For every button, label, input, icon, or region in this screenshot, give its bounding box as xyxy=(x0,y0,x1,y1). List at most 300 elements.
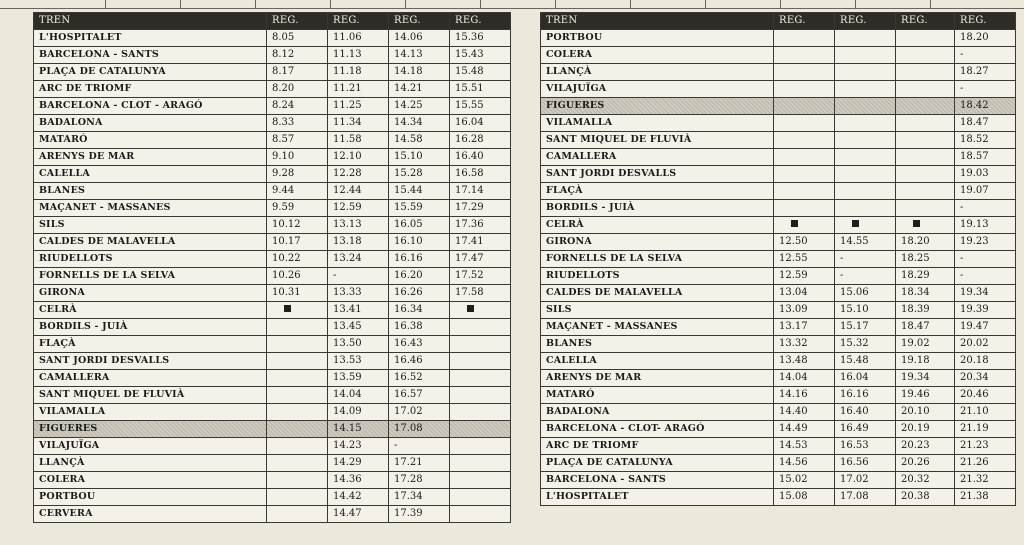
table-row xyxy=(34,132,511,149)
table-row xyxy=(541,438,1016,455)
departure-time: 17.36 xyxy=(450,217,511,234)
departure-time xyxy=(896,183,955,200)
table-row xyxy=(541,302,1016,319)
no-stop-cell xyxy=(267,302,328,319)
departure-time: 13.18 xyxy=(328,234,389,251)
no-stop-cell xyxy=(450,302,511,319)
departure-time xyxy=(267,370,328,387)
departure-time: 12.59 xyxy=(774,268,835,285)
no-stop-square-icon xyxy=(913,220,920,227)
station-name: BADALONA xyxy=(34,115,267,132)
table-row xyxy=(34,149,511,166)
departure-time: 17.08 xyxy=(389,421,450,438)
departure-time: 16.52 xyxy=(389,370,450,387)
departure-time: - xyxy=(955,200,1016,217)
departure-time xyxy=(450,404,511,421)
departure-time: 8.12 xyxy=(267,47,328,64)
departure-time: 10.17 xyxy=(267,234,328,251)
departure-time: 14.23 xyxy=(328,438,389,455)
departure-time: - xyxy=(955,81,1016,98)
table-row xyxy=(541,30,1016,47)
departure-time: 13.17 xyxy=(774,319,835,336)
departure-time xyxy=(774,149,835,166)
station-name: ARENYS DE MAR xyxy=(541,370,774,387)
no-stop-cell xyxy=(835,217,896,234)
departure-time xyxy=(835,64,896,81)
departure-time: 14.47 xyxy=(328,506,389,523)
table-row xyxy=(34,489,511,506)
departure-time: 13.45 xyxy=(328,319,389,336)
departure-time: 19.46 xyxy=(896,387,955,404)
departure-time: 20.19 xyxy=(896,421,955,438)
departure-time: 16.04 xyxy=(835,370,896,387)
departure-time: 17.41 xyxy=(450,234,511,251)
departure-time: 20.34 xyxy=(955,370,1016,387)
departure-time xyxy=(450,353,511,370)
departure-time: 8.20 xyxy=(267,81,328,98)
departure-time xyxy=(835,183,896,200)
departure-time xyxy=(896,166,955,183)
departure-time xyxy=(450,455,511,472)
departure-time: 19.47 xyxy=(955,319,1016,336)
departure-time xyxy=(835,98,896,115)
departure-time: 15.06 xyxy=(835,285,896,302)
departure-time xyxy=(267,489,328,506)
table-row xyxy=(34,47,511,64)
column-header-reg-4: REG. xyxy=(450,13,511,30)
departure-time xyxy=(267,421,328,438)
departure-time: - xyxy=(835,251,896,268)
header-row xyxy=(34,13,511,30)
departure-time: 18.47 xyxy=(896,319,955,336)
departure-time xyxy=(267,506,328,523)
table-row xyxy=(34,404,511,421)
station-name: ARENYS DE MAR xyxy=(34,149,267,166)
station-name: CAMALLERA xyxy=(541,149,774,166)
departure-time xyxy=(896,81,955,98)
departure-time: 14.34 xyxy=(389,115,450,132)
departure-time xyxy=(450,438,511,455)
departure-time: 14.29 xyxy=(328,455,389,472)
table-row xyxy=(34,421,511,438)
departure-time: 18.47 xyxy=(955,115,1016,132)
table-row xyxy=(541,285,1016,302)
station-name: SANT JORDI DESVALLS xyxy=(541,166,774,183)
departure-time: 13.32 xyxy=(774,336,835,353)
departure-time: 19.34 xyxy=(955,285,1016,302)
departure-time: 17.47 xyxy=(450,251,511,268)
departure-time: 17.58 xyxy=(450,285,511,302)
departure-time xyxy=(267,404,328,421)
departure-time xyxy=(835,132,896,149)
departure-time: 17.02 xyxy=(389,404,450,421)
departure-time xyxy=(774,98,835,115)
departure-time: - xyxy=(835,268,896,285)
departure-time: 13.33 xyxy=(328,285,389,302)
departure-time: 14.56 xyxy=(774,455,835,472)
no-stop-square-icon xyxy=(852,220,859,227)
departure-time: 8.57 xyxy=(267,132,328,149)
departure-time: 14.58 xyxy=(389,132,450,149)
table-row xyxy=(541,472,1016,489)
departure-time: 17.29 xyxy=(450,200,511,217)
no-stop-cell xyxy=(896,217,955,234)
table-row xyxy=(541,268,1016,285)
departure-time: 14.49 xyxy=(774,421,835,438)
station-name: VILAJUÏGA xyxy=(34,438,267,455)
header-row xyxy=(541,13,1016,30)
departure-time: 16.26 xyxy=(389,285,450,302)
station-name: FIGUERES xyxy=(541,98,774,115)
departure-time: 18.20 xyxy=(955,30,1016,47)
station-name: SANT MIQUEL DE FLUVIÀ xyxy=(541,132,774,149)
table-row xyxy=(34,81,511,98)
table-row xyxy=(541,234,1016,251)
station-name: FLAÇÀ xyxy=(34,336,267,353)
departure-time xyxy=(450,370,511,387)
column-header-reg-1: REG. xyxy=(774,13,835,30)
departure-time: 20.02 xyxy=(955,336,1016,353)
station-name: CAMALLERA xyxy=(34,370,267,387)
station-name: ARC DE TRIOMF xyxy=(541,438,774,455)
table-row xyxy=(541,149,1016,166)
departure-time: 18.27 xyxy=(955,64,1016,81)
departure-time: 16.43 xyxy=(389,336,450,353)
departure-time: 14.25 xyxy=(389,98,450,115)
departure-time: 16.40 xyxy=(835,404,896,421)
departure-time: 16.28 xyxy=(450,132,511,149)
departure-time xyxy=(267,319,328,336)
departure-time xyxy=(267,353,328,370)
departure-time: 15.59 xyxy=(389,200,450,217)
departure-time: 13.59 xyxy=(328,370,389,387)
departure-time: 20.46 xyxy=(955,387,1016,404)
departure-time: 21.26 xyxy=(955,455,1016,472)
table-row xyxy=(34,234,511,251)
station-name: SILS xyxy=(541,302,774,319)
departure-time: 16.53 xyxy=(835,438,896,455)
departure-time: 15.48 xyxy=(835,353,896,370)
departure-time: 14.13 xyxy=(389,47,450,64)
departure-time: 16.20 xyxy=(389,268,450,285)
station-name: BORDILS - JUIÀ xyxy=(34,319,267,336)
departure-time xyxy=(450,336,511,353)
column-header-reg-2: REG. xyxy=(328,13,389,30)
departure-time: 12.50 xyxy=(774,234,835,251)
table-row xyxy=(34,64,511,81)
station-name: VILAJUÏGA xyxy=(541,81,774,98)
departure-time: 15.28 xyxy=(389,166,450,183)
table-row xyxy=(541,387,1016,404)
departure-time xyxy=(450,489,511,506)
table-row xyxy=(34,387,511,404)
departure-time xyxy=(450,421,511,438)
station-name: MAÇANET - MASSANES xyxy=(541,319,774,336)
table-row xyxy=(541,336,1016,353)
departure-time: 19.02 xyxy=(896,336,955,353)
departure-time xyxy=(896,132,955,149)
departure-time: 13.24 xyxy=(328,251,389,268)
departure-time: 10.12 xyxy=(267,217,328,234)
station-name: VILAMALLA xyxy=(541,115,774,132)
table-row xyxy=(541,183,1016,200)
departure-time xyxy=(774,47,835,64)
departure-time: 20.38 xyxy=(896,489,955,506)
departure-time: 12.28 xyxy=(328,166,389,183)
departure-time: 20.26 xyxy=(896,455,955,472)
departure-time: 11.13 xyxy=(328,47,389,64)
departure-time xyxy=(774,30,835,47)
departure-time: 16.10 xyxy=(389,234,450,251)
departure-time: 16.58 xyxy=(450,166,511,183)
departure-time: 15.44 xyxy=(389,183,450,200)
departure-time: 16.46 xyxy=(389,353,450,370)
departure-time: 12.55 xyxy=(774,251,835,268)
station-name: PLAÇA DE CATALUNYA xyxy=(541,455,774,472)
table-row xyxy=(34,336,511,353)
station-name: FORNELLS DE LA SELVA xyxy=(34,268,267,285)
departure-time: 14.18 xyxy=(389,64,450,81)
departure-time xyxy=(774,166,835,183)
departure-time: 19.13 xyxy=(955,217,1016,234)
departure-time: 13.09 xyxy=(774,302,835,319)
departure-time: 12.10 xyxy=(328,149,389,166)
departure-time xyxy=(267,387,328,404)
station-name: BARCELONA - SANTS xyxy=(34,47,267,64)
departure-time xyxy=(835,166,896,183)
departure-time: 14.09 xyxy=(328,404,389,421)
departure-time xyxy=(267,472,328,489)
table-row xyxy=(34,506,511,523)
departure-time: 19.07 xyxy=(955,183,1016,200)
station-name: BLANES xyxy=(541,336,774,353)
departure-time xyxy=(774,200,835,217)
station-name: ARC DE TRIOMF xyxy=(34,81,267,98)
station-name: COLERA xyxy=(541,47,774,64)
departure-time: 18.39 xyxy=(896,302,955,319)
departure-time xyxy=(896,98,955,115)
table-row xyxy=(541,166,1016,183)
table-row xyxy=(34,438,511,455)
departure-time: 11.21 xyxy=(328,81,389,98)
departure-time: 21.23 xyxy=(955,438,1016,455)
station-name: BORDILS - JUIÀ xyxy=(541,200,774,217)
departure-time: 19.23 xyxy=(955,234,1016,251)
top-rule xyxy=(0,0,1024,9)
departure-time: 8.05 xyxy=(267,30,328,47)
departure-time: - xyxy=(955,47,1016,64)
departure-time: 11.06 xyxy=(328,30,389,47)
station-name: GIRONA xyxy=(34,285,267,302)
departure-time xyxy=(774,115,835,132)
table-row xyxy=(34,285,511,302)
station-name: RIUDELLOTS xyxy=(34,251,267,268)
departure-time: 18.25 xyxy=(896,251,955,268)
table-row xyxy=(541,115,1016,132)
departure-time: 13.53 xyxy=(328,353,389,370)
departure-time: 11.18 xyxy=(328,64,389,81)
table-row xyxy=(541,251,1016,268)
departure-time: 13.50 xyxy=(328,336,389,353)
station-name: BARCELONA - CLOT - ARAGÓ xyxy=(34,98,267,115)
departure-time: 16.38 xyxy=(389,319,450,336)
station-name: L'HOSPITALET xyxy=(541,489,774,506)
departure-time xyxy=(450,387,511,404)
departure-time: 14.04 xyxy=(328,387,389,404)
departure-time xyxy=(835,47,896,64)
departure-time: 9.59 xyxy=(267,200,328,217)
table-row xyxy=(34,353,511,370)
table-row xyxy=(541,489,1016,506)
departure-time: 21.19 xyxy=(955,421,1016,438)
table-row xyxy=(34,98,511,115)
departure-time: 17.52 xyxy=(450,268,511,285)
departure-time: 14.40 xyxy=(774,404,835,421)
station-name: PORTBOU xyxy=(541,30,774,47)
departure-time xyxy=(896,149,955,166)
departure-time: 14.36 xyxy=(328,472,389,489)
departure-time: 15.17 xyxy=(835,319,896,336)
station-name: BARCELONA - CLOT- ARAGÓ xyxy=(541,421,774,438)
column-header-reg-4: REG. xyxy=(955,13,1016,30)
table-row xyxy=(541,455,1016,472)
departure-time: 18.29 xyxy=(896,268,955,285)
departure-time: 17.34 xyxy=(389,489,450,506)
departure-time xyxy=(896,200,955,217)
departure-time: 19.03 xyxy=(955,166,1016,183)
table-row xyxy=(34,217,511,234)
departure-time: 18.52 xyxy=(955,132,1016,149)
departure-time xyxy=(896,30,955,47)
table-row xyxy=(541,200,1016,217)
departure-time xyxy=(896,64,955,81)
departure-time xyxy=(774,183,835,200)
station-name: SANT JORDI DESVALLS xyxy=(34,353,267,370)
departure-time: 19.39 xyxy=(955,302,1016,319)
table-row xyxy=(34,302,511,319)
table-row xyxy=(34,166,511,183)
no-stop-square-icon xyxy=(284,305,291,312)
departure-time: 13.41 xyxy=(328,302,389,319)
no-stop-cell xyxy=(774,217,835,234)
departure-time xyxy=(450,472,511,489)
departure-time xyxy=(835,30,896,47)
station-name: GIRONA xyxy=(541,234,774,251)
departure-time: 15.08 xyxy=(774,489,835,506)
departure-time xyxy=(450,319,511,336)
departure-time xyxy=(774,81,835,98)
departure-time: 16.04 xyxy=(450,115,511,132)
station-name: CALDES DE MALAVELLA xyxy=(34,234,267,251)
station-name: MAÇANET - MASSANES xyxy=(34,200,267,217)
station-name: LLANÇÀ xyxy=(541,64,774,81)
station-name: BARCELONA - SANTS xyxy=(541,472,774,489)
departure-time: 20.32 xyxy=(896,472,955,489)
no-stop-square-icon xyxy=(791,220,798,227)
departure-time: 10.22 xyxy=(267,251,328,268)
departure-time: 14.04 xyxy=(774,370,835,387)
station-name: MATARÓ xyxy=(541,387,774,404)
departure-time: 16.56 xyxy=(835,455,896,472)
table-row xyxy=(541,370,1016,387)
departure-time: 8.24 xyxy=(267,98,328,115)
table-row xyxy=(34,251,511,268)
table-row xyxy=(34,455,511,472)
no-stop-square-icon xyxy=(467,305,474,312)
table-row xyxy=(34,319,511,336)
departure-time: 21.10 xyxy=(955,404,1016,421)
table-row xyxy=(34,472,511,489)
departure-time xyxy=(835,81,896,98)
departure-time: 16.49 xyxy=(835,421,896,438)
station-name: LLANÇÀ xyxy=(34,455,267,472)
departure-time: 15.02 xyxy=(774,472,835,489)
departure-time: 16.16 xyxy=(835,387,896,404)
departure-time: 17.14 xyxy=(450,183,511,200)
timetable-outbound xyxy=(33,12,511,523)
departure-time: 9.10 xyxy=(267,149,328,166)
table-row xyxy=(541,64,1016,81)
departure-time: 17.02 xyxy=(835,472,896,489)
table-row xyxy=(34,183,511,200)
table-row xyxy=(541,81,1016,98)
table-row xyxy=(541,47,1016,64)
table-row xyxy=(541,353,1016,370)
departure-time: 15.48 xyxy=(450,64,511,81)
departure-time: 11.34 xyxy=(328,115,389,132)
station-name: SILS xyxy=(34,217,267,234)
departure-time: 17.21 xyxy=(389,455,450,472)
departure-time: 17.39 xyxy=(389,506,450,523)
departure-time xyxy=(835,200,896,217)
departure-time: 19.34 xyxy=(896,370,955,387)
departure-time: 17.28 xyxy=(389,472,450,489)
station-name: BLANES xyxy=(34,183,267,200)
departure-time xyxy=(835,149,896,166)
table-row xyxy=(541,217,1016,234)
departure-time: 16.40 xyxy=(450,149,511,166)
departure-time: 14.15 xyxy=(328,421,389,438)
departure-time: 21.38 xyxy=(955,489,1016,506)
departure-time: 15.10 xyxy=(835,302,896,319)
departure-time xyxy=(267,438,328,455)
departure-time: 16.05 xyxy=(389,217,450,234)
station-name: FLAÇÀ xyxy=(541,183,774,200)
station-name: FIGUERES xyxy=(34,421,267,438)
column-header-train: TREN xyxy=(541,13,774,30)
station-name: BADALONA xyxy=(541,404,774,421)
departure-time: 19.18 xyxy=(896,353,955,370)
departure-time xyxy=(835,115,896,132)
column-header-reg-3: REG. xyxy=(389,13,450,30)
column-header-train: TREN xyxy=(34,13,267,30)
departure-time: - xyxy=(389,438,450,455)
departure-time: 20.18 xyxy=(955,353,1016,370)
departure-time: 12.44 xyxy=(328,183,389,200)
departure-time: - xyxy=(955,268,1016,285)
departure-time: 9.44 xyxy=(267,183,328,200)
departure-time: 12.59 xyxy=(328,200,389,217)
station-name: PORTBOU xyxy=(34,489,267,506)
departure-time: 16.16 xyxy=(389,251,450,268)
table-row xyxy=(541,319,1016,336)
departure-time: 20.23 xyxy=(896,438,955,455)
departure-time: 14.42 xyxy=(328,489,389,506)
table-row xyxy=(541,132,1016,149)
departure-time: - xyxy=(328,268,389,285)
station-name: PLAÇA DE CATALUNYA xyxy=(34,64,267,81)
departure-time xyxy=(896,115,955,132)
